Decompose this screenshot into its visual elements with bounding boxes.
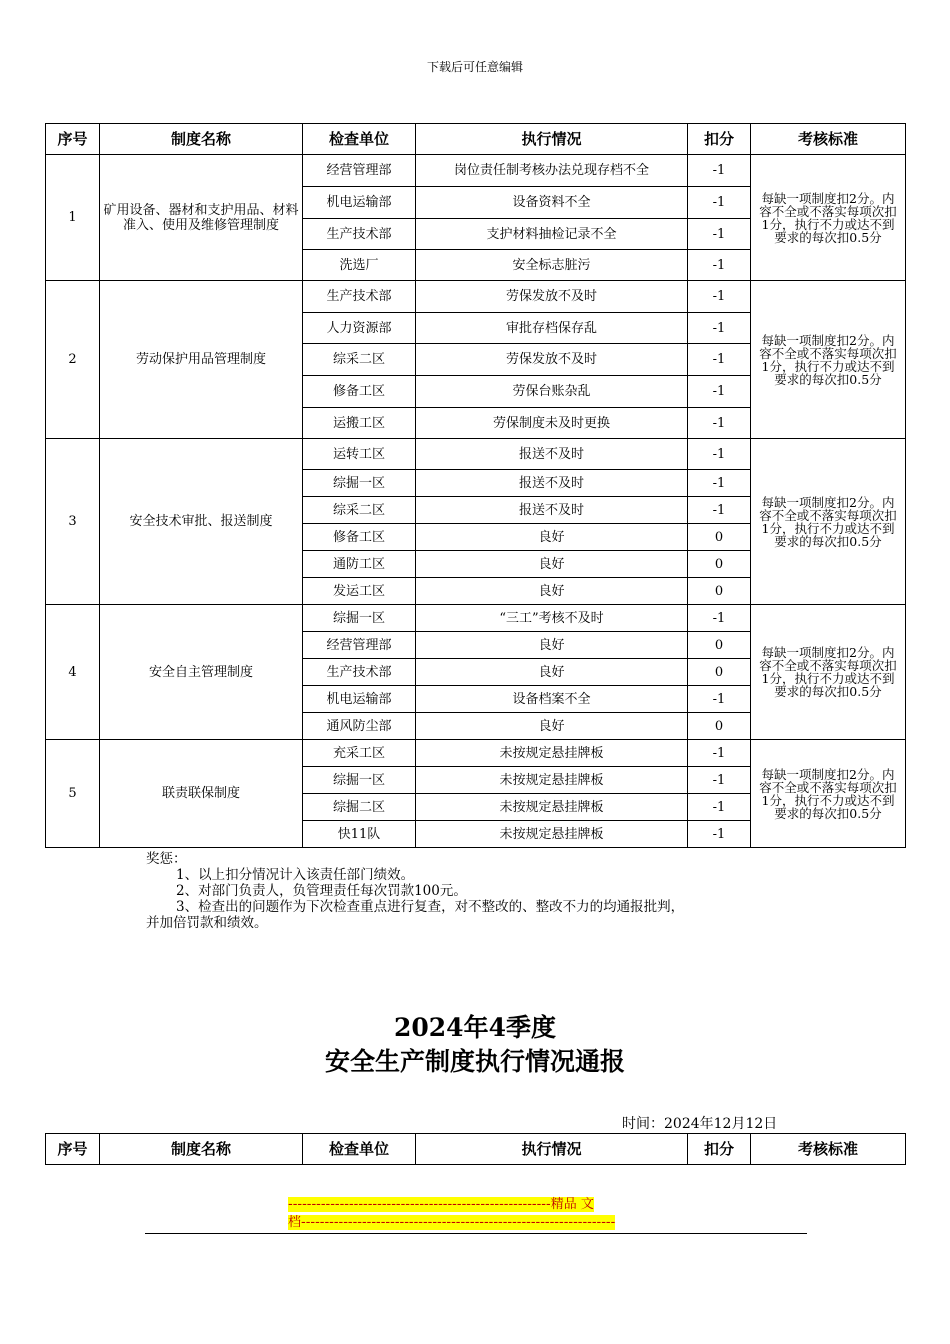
- notes-continuation: 并加倍罚款和绩效。: [146, 915, 268, 931]
- table-row: [46, 281, 906, 313]
- inspected-unit: 运搬工区: [303, 408, 416, 439]
- execution-status: 良好: [416, 632, 688, 659]
- col-status-header: 执行情况: [416, 1134, 688, 1165]
- execution-status: 未按规定悬挂牌板: [416, 740, 688, 767]
- col-status-header: 执行情况: [416, 124, 688, 155]
- col-name-header: 制度名称: [100, 124, 303, 155]
- execution-status: 劳保发放不及时: [416, 281, 688, 313]
- footer-line: --------------------------------------------------------精品 文: [288, 1197, 594, 1212]
- assessment-standard: 每缺一项制度扣2分。内容不全或不落实每项次扣1分，执行不力或达不到要求的每次扣0.5分: [751, 281, 906, 439]
- execution-status: 劳保发放不及时: [416, 344, 688, 376]
- deduction-score: 0: [688, 551, 751, 578]
- inspected-unit: 经营管理部: [303, 155, 416, 187]
- inspected-unit: 机电运输部: [303, 187, 416, 219]
- row-number: 1: [46, 155, 100, 281]
- col-no-header: 序号: [46, 1134, 100, 1165]
- notes-heading: 奖惩：: [146, 851, 187, 867]
- execution-status: 审批存档保存乱: [416, 313, 688, 344]
- col-no-header: 序号: [46, 124, 100, 155]
- inspected-unit: 综掘一区: [303, 470, 416, 497]
- notes-item: 3、检查出的问题作为下次检查重点进行复查，对不整改的、整改不力的均通报批判，: [176, 899, 685, 915]
- col-standard-header: 考核标准: [751, 124, 906, 155]
- deduction-score: -1: [688, 155, 751, 187]
- row-number: 5: [46, 740, 100, 848]
- watermark-footer: [288, 1196, 668, 1232]
- execution-status: 未按规定悬挂牌板: [416, 821, 688, 848]
- deduction-score: -1: [688, 219, 751, 250]
- deduction-score: -1: [688, 740, 751, 767]
- execution-status: 支护材料抽检记录不全: [416, 219, 688, 250]
- row-number: 3: [46, 439, 100, 605]
- footer-rule: [145, 1233, 807, 1234]
- inspected-unit: 洗选厂: [303, 250, 416, 281]
- col-name-header: 制度名称: [100, 1134, 303, 1165]
- inspected-unit: 运转工区: [303, 439, 416, 470]
- table-row: [46, 439, 906, 470]
- inspected-unit: 生产技术部: [303, 659, 416, 686]
- report-title-line1: 2024年4季度: [394, 1013, 556, 1042]
- inspected-unit: 通风防尘部: [303, 713, 416, 740]
- system-name: 劳动保护用品管理制度: [100, 281, 303, 439]
- assessment-standard: 每缺一项制度扣2分。内容不全或不落实每项次扣1分，执行不力或达不到要求的每次扣0.5分: [751, 155, 906, 281]
- execution-status: “三工”考核不及时: [416, 605, 688, 632]
- deduction-score: 0: [688, 632, 751, 659]
- deduction-score: -1: [688, 187, 751, 219]
- execution-status: 良好: [416, 578, 688, 605]
- col-standard-header: 考核标准: [751, 1134, 906, 1165]
- deduction-score: -1: [688, 686, 751, 713]
- deduction-score: -1: [688, 497, 751, 524]
- execution-status: 报送不及时: [416, 470, 688, 497]
- inspection-table: [45, 123, 906, 848]
- execution-status: 良好: [416, 713, 688, 740]
- notes-item: 1、以上扣分情况计入该责任部门绩效。: [176, 867, 415, 883]
- inspected-unit: 机电运输部: [303, 686, 416, 713]
- inspected-unit: 发运工区: [303, 578, 416, 605]
- deduction-score: -1: [688, 439, 751, 470]
- deduction-score: -1: [688, 605, 751, 632]
- deduction-score: -1: [688, 408, 751, 439]
- col-unit-header: 检查单位: [303, 1134, 416, 1165]
- inspected-unit: 综掘二区: [303, 794, 416, 821]
- row-number: 4: [46, 605, 100, 740]
- execution-status: 劳保制度未及时更换: [416, 408, 688, 439]
- table-row: [46, 155, 906, 187]
- deduction-score: -1: [688, 313, 751, 344]
- inspected-unit: 通防工区: [303, 551, 416, 578]
- execution-status: 良好: [416, 524, 688, 551]
- deduction-score: 0: [688, 578, 751, 605]
- system-name: 安全技术审批、报送制度: [100, 439, 303, 605]
- inspected-unit: 综掘一区: [303, 767, 416, 794]
- execution-status: 劳保台账杂乱: [416, 376, 688, 408]
- execution-status: 良好: [416, 659, 688, 686]
- inspected-unit: 经营管理部: [303, 632, 416, 659]
- download-note: 下载后可任意编辑: [426, 60, 523, 74]
- deduction-score: -1: [688, 250, 751, 281]
- inspected-unit: 生产技术部: [303, 281, 416, 313]
- system-name: 矿用设备、器材和支护用品、材料准入、使用及维修管理制度: [100, 155, 303, 281]
- execution-status: 未按规定悬挂牌板: [416, 794, 688, 821]
- rewards-penalties-notes: [146, 851, 846, 931]
- notes-item: 2、对部门负责人，负管理责任每次罚款100元。: [176, 883, 467, 899]
- inspected-unit: 快11队: [303, 821, 416, 848]
- inspected-unit: 人力资源部: [303, 313, 416, 344]
- col-score-header: 扣分: [688, 124, 751, 155]
- inspected-unit: 生产技术部: [303, 219, 416, 250]
- inspected-unit: 综采二区: [303, 344, 416, 376]
- table-row: [46, 605, 906, 632]
- footer-line: 档-------------------------------------------------------------------: [288, 1215, 616, 1230]
- execution-status: 设备资料不全: [416, 187, 688, 219]
- inspected-unit: 修备工区: [303, 376, 416, 408]
- deduction-score: 0: [688, 524, 751, 551]
- assessment-standard: 每缺一项制度扣2分。内容不全或不落实每项次扣1分，执行不力或达不到要求的每次扣0.5分: [751, 605, 906, 740]
- second-table-header: [45, 1133, 906, 1165]
- table-header-row: [46, 124, 906, 155]
- inspected-unit: 综掘一区: [303, 605, 416, 632]
- execution-status: 安全标志脏污: [416, 250, 688, 281]
- inspected-unit: 综采二区: [303, 497, 416, 524]
- deduction-score: 0: [688, 659, 751, 686]
- system-name: 联责联保制度: [100, 740, 303, 848]
- table-header-row: [46, 1134, 906, 1165]
- deduction-score: -1: [688, 470, 751, 497]
- execution-status: 报送不及时: [416, 497, 688, 524]
- system-name: 安全自主管理制度: [100, 605, 303, 740]
- col-unit-header: 检查单位: [303, 124, 416, 155]
- inspected-unit: 充采工区: [303, 740, 416, 767]
- deduction-score: -1: [688, 794, 751, 821]
- deduction-score: 0: [688, 713, 751, 740]
- assessment-standard: 每缺一项制度扣2分。内容不全或不落实每项次扣1分，执行不力或达不到要求的每次扣0.5分: [751, 439, 906, 605]
- deduction-score: -1: [688, 767, 751, 794]
- deduction-score: -1: [688, 821, 751, 848]
- execution-status: 未按规定悬挂牌板: [416, 767, 688, 794]
- assessment-standard: 每缺一项制度扣2分。内容不全或不落实每项次扣1分，执行不力或达不到要求的每次扣0.5分: [751, 740, 906, 848]
- deduction-score: -1: [688, 376, 751, 408]
- deduction-score: -1: [688, 344, 751, 376]
- execution-status: 设备档案不全: [416, 686, 688, 713]
- report-title-line2: 安全生产制度执行情况通报: [324, 1047, 625, 1076]
- execution-status: 报送不及时: [416, 439, 688, 470]
- col-score-header: 扣分: [688, 1134, 751, 1165]
- row-number: 2: [46, 281, 100, 439]
- deduction-score: -1: [688, 281, 751, 313]
- inspected-unit: 修备工区: [303, 524, 416, 551]
- report-date: 时间：2024年12月12日: [622, 1116, 778, 1132]
- execution-status: 岗位责任制考核办法兑现存档不全: [416, 155, 688, 187]
- execution-status: 良好: [416, 551, 688, 578]
- table-row: [46, 740, 906, 767]
